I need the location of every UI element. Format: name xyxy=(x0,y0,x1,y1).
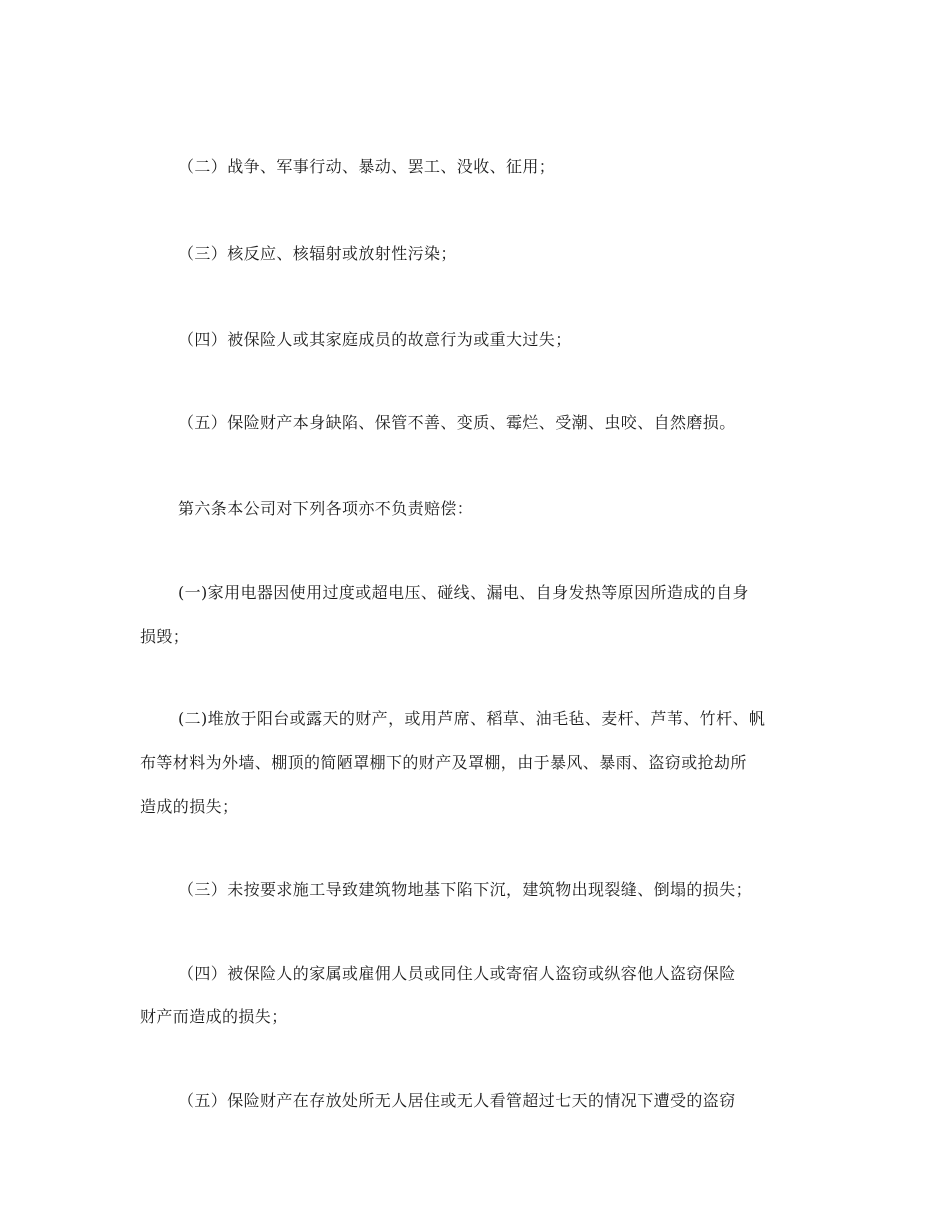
paragraph-line: 损毁； xyxy=(140,627,190,646)
paragraph-line: （三）核反应、核辐射或放射性污染； xyxy=(178,244,457,263)
paragraph-line: 财产而造成的损失； xyxy=(140,1007,288,1026)
paragraph-line: 第六条本公司对下列各项亦不负责赔偿： xyxy=(178,499,474,518)
paragraph-line: （二）战争、军事行动、暴动、罢工、没收、征用； xyxy=(178,157,556,176)
paragraph-line: （五）保险财产在存放处所无人居住或无人看管超过七天的情况下遭受的盗窃 xyxy=(178,1091,736,1110)
paragraph-line: (一)家用电器因使用过度或超电压、碰线、漏电、自身发热等原因所造成的自身 xyxy=(178,583,749,602)
paragraph-line: (二)堆放于阳台或露天的财产，或用芦席、稻草、油毛毡、麦杆、芦苇、竹杆、帆 xyxy=(178,709,766,728)
paragraph-line: （四）被保险人或其家庭成员的故意行为或重大过失； xyxy=(178,330,572,349)
paragraph-line: 造成的损失； xyxy=(140,797,239,816)
paragraph-line: （五）保险财产本身缺陷、保管不善、变质、霉烂、受潮、虫咬、自然磨损。 xyxy=(178,413,736,432)
paragraph-line: 布等材料为外墙、棚顶的简陋罩棚下的财产及罩棚，由于暴风、暴雨、盗窃或抢劫所 xyxy=(140,753,747,772)
paragraph-line: （四）被保险人的家属或雇佣人员或同住人或寄宿人盗窃或纵容他人盗窃保险 xyxy=(178,964,736,983)
paragraph-line: （三）未按要求施工导致建筑物地基下陷下沉，建筑物出现裂缝、倒塌的损失； xyxy=(178,880,753,899)
